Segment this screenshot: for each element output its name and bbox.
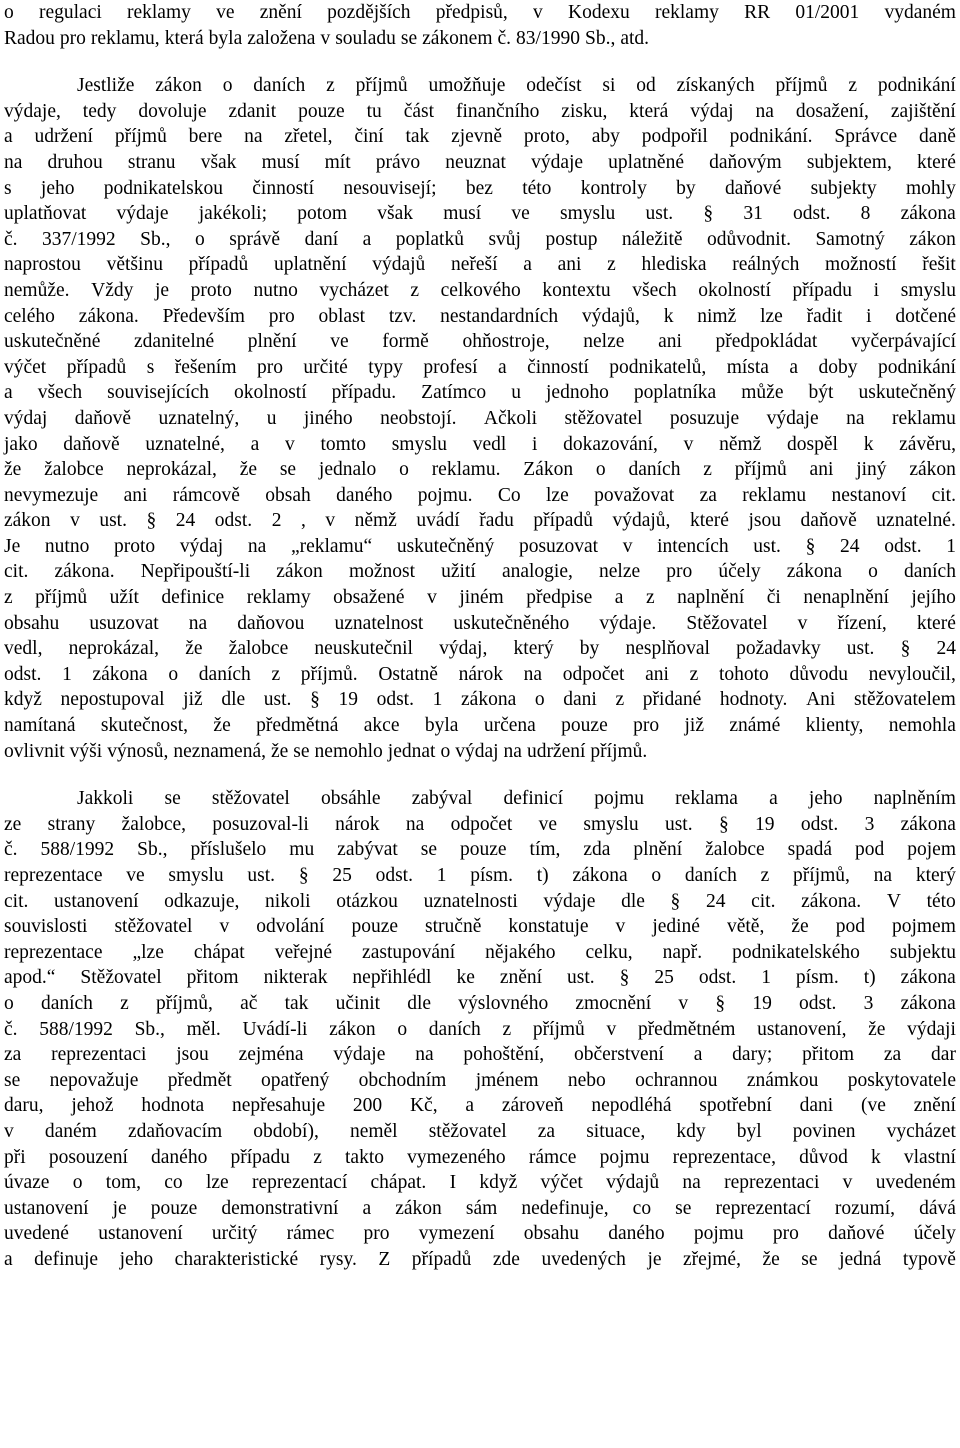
text-line: cit. zákona. Nepřipouští-li zákon možnost užití analogie, nelze pro účely zákona o daních — [4, 561, 956, 583]
text-line: odst. 1 zákona o daních z příjmů. Ostatně nárok na odpočet ani z tohoto důvodu nevyloučil, — [4, 663, 956, 685]
text-line: Radou pro reklamu, která byla založena v souladu se zákonem č. 83/1990 Sb., atd. — [4, 27, 650, 49]
text-line: reprezentace ve smyslu ust. § 25 odst. 1 písm. t) zákona o daních z příjmů, na který — [4, 865, 956, 886]
text-line: s jeho podnikatelskou činností nesouvisejí; bez této kontroly by daňové subjekty mohly — [4, 177, 956, 199]
text-line: z příjmů užít definice reklamy obsažené v jiném předpise a z naplnění či nenaplnění jejího — [4, 587, 956, 609]
text-line: a všech souvisejících okolností případu. Zatímco u jednoho poplatníka může být uskutečněný — [4, 382, 956, 404]
text-line: apod.“ Stěžovatel přitom nikterak nepřihlédl ke znění ust. § 25 odst. 1 písm. t) zákona — [4, 967, 956, 989]
text-line: Je nutno proto výdaj na „reklamu“ uskutečněný posuzovat v intencích ust. § 24 odst. 1 — [4, 535, 956, 557]
text-line: č. 337/1992 Sb., o správě daní a poplatků svůj postup náležitě odůvodnit. Samotný zákon — [4, 228, 956, 250]
text-line: obsahu usuzovat na daňovou uznatelnost uskutečněného výdaje. Stěžovatel v řízení, které — [4, 612, 956, 634]
text-line: uplatňovat výdaje jakékoli; potom však musí ve smyslu ust. § 31 odst. 8 zákona — [4, 203, 956, 225]
text-line: Jestliže zákon o daních z příjmů umožňuje odečíst si od získaných příjmů z podnikání — [77, 75, 956, 97]
text-line: č. 588/1992 Sb., příslušelo mu zabývat se pouze tím, zda plnění žalobce spadá pod pojem — [4, 839, 956, 861]
paragraph-gap — [4, 51, 956, 73]
text-line: výdaj daňově uznatelný, u jiného neobstojí. Ačkoli stěžovatel posuzuje výdaje na reklamu — [4, 407, 956, 429]
text-line: vedl, neprokázal, že žalobce neuskutečnil výdaj, který by nesplňoval požadavky ust. § 24 — [4, 638, 956, 660]
text-line: cit. ustanovení odkazuje, nikoli otázkou uznatelnosti výdaje dle § 24 cit. zákona. V této — [4, 890, 956, 912]
text-line: uskutečněné zdanitelné plnění ve formě ohňostroje, nelze ani předpokládat vyčerpávající — [4, 331, 956, 353]
text-line: a udržení příjmů bere na zřetel, činí tak zjevně proto, aby podpořil podnikání. Správce daně — [4, 126, 956, 148]
text-line: na druhou stranu však musí mít právo neuznat výdaje uplatněné daňovým subjektem, které — [4, 151, 956, 173]
text-line: namítaná skutečnost, že předmětná akce byla určena pouze pro již známé klienty, nemohla — [4, 715, 956, 737]
paragraph-gap — [4, 764, 956, 786]
text-line: zákon v ust. § 24 odst. 2 , v němž uvádí řadu případů výdajů, které jsou daňově uznatelné. — [4, 510, 956, 532]
text-line: nevymezuje ani rámcově obsah daného pojmu. Co lze považovat za reklamu nestanoví cit. — [4, 484, 956, 506]
paragraph — [4, 786, 956, 1272]
text-line: Jakkoli se stěžovatel obsáhle zabýval definicí pojmu reklama a jeho naplněním — [77, 788, 956, 810]
text-line: za reprezentaci jsou zejména výdaje na pohoštění, občerstvení a dary; přitom za dar — [4, 1044, 956, 1066]
text-line: o daních z příjmů, ač tak učinit dle výslovného zmocnění v § 19 odst. 3 zákona — [4, 992, 956, 1014]
text-line: reprezentace „lze chápat veřejné zastupování nějakého celku, např. podnikatelského subjektu — [4, 941, 956, 963]
text-line: celého zákona. Především pro oblast tzv. nestandardních výdajů, k nimž lze řadit i dotčené — [4, 305, 956, 327]
text-line: č. 588/1992 Sb., měl. Uvádí-li zákon o daních z příjmů v předmětném ustanovení, že výdaji — [4, 1018, 956, 1040]
text-line: o regulaci reklamy ve znění pozdějších předpisů, v Kodexu reklamy RR 01/2001 vydaném — [4, 2, 956, 23]
text-line: se nepovažuje předmět opatřený obchodním jménem nebo ochrannou známkou poskytovatele — [4, 1069, 956, 1091]
text-line: při posouzení daného případu z takto vymezeného rámce pojmu reprezentace, důvod k vlastní — [4, 1146, 956, 1168]
text-line: naprostou většinu případů uplatnění výdajů neřeší a ani z hlediska reálných možností řešit — [4, 254, 956, 276]
text-line: ze strany žalobce, posuzoval-li nárok na odpočet ve smyslu ust. § 19 odst. 3 zákona — [4, 813, 956, 835]
paragraph — [4, 0, 956, 51]
text-line: daru, jehož hodnota nepřesahuje 200 Kč, a zároveň nepodléhá spotřební dani (ve znění — [4, 1095, 956, 1117]
text-line: když nepostupoval již dle ust. § 19 odst. 1 zákona o dani z přidané hodnoty. Ani stěžovatelem — [4, 689, 956, 711]
text-line: v daném zdaňovacím období), neměl stěžovatel za situace, kdy byl povinen vycházet — [4, 1120, 956, 1142]
text-line: nemůže. Vždy je proto nutno vycházet z celkového kontextu všech okolností případu i smyslu — [4, 279, 956, 301]
text-line: ustanovení je pouze demonstrativní a zákon sám nedefinuje, co se reprezentací rozumí, dává — [4, 1197, 956, 1219]
text-line: jako daňově uznatelné, a v tomto smyslu vedl i dokazování, v němž dospěl k závěru, — [4, 433, 956, 455]
text-line: že žalobce neprokázal, že se jednalo o reklamu. Zákon o daních z příjmů ani jiný zákon — [4, 459, 956, 481]
text-line: uvedené ustanovení určitý rámec pro vymezení obsahu daného pojmu pro daňové účely — [4, 1223, 956, 1245]
text-line: a definuje jeho charakteristické rysy. Z případů zde uvedených je zřejmé, že se jedná typově — [4, 1248, 956, 1270]
text-line: souvislosti stěžovatel v odvolání pouze stručně konstatuje v jediné větě, že pod pojmem — [4, 916, 956, 938]
paragraph — [4, 73, 956, 764]
text-line: výčet případů s řešením pro určité typy profesí a činností podnikatelů, místa a doby podnikání — [4, 356, 956, 378]
text-line: úvaze o tom, co lze reprezentací chápat. I když výčet výdajů na reprezentaci v uvedeném — [4, 1172, 956, 1194]
text-line: výdaje, tedy dovoluje zdanit pouze tu část finančního zisku, která výdaj na dosažení, zajištění — [4, 100, 956, 122]
text-line: ovlivnit výši výnosů, neznamená, že se nemohlo jednat o výdaj na udržení příjmů. — [4, 740, 648, 762]
